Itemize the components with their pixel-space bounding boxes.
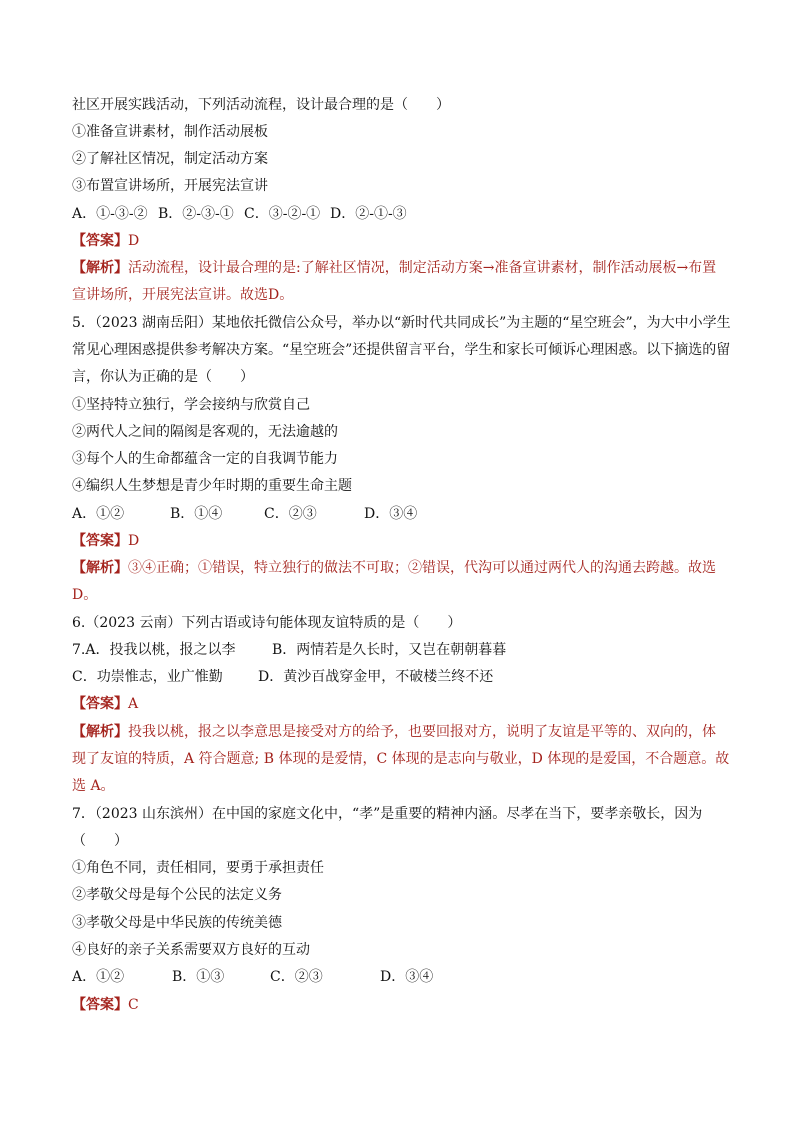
q5-analysis-line-1 bbox=[72, 559, 716, 577]
analysis-text: 投我以桃，报之以李意思是接受对方的给予，也要回报对方，说明了友谊是平等的、双向的，体 bbox=[128, 724, 716, 740]
answer-tag: 【答案】 bbox=[72, 696, 128, 712]
q5-option-a: A．①② bbox=[72, 506, 125, 522]
q4-answer bbox=[72, 232, 139, 250]
q7-stem-line-1: 7．（2023 山东滨州）在中国的家庭文化中，“孝”是重要的精神内涵。尽孝在当下，要孝亲敬长，因为 bbox=[72, 806, 703, 822]
answer-value: D bbox=[128, 533, 140, 549]
q7-option-d: D．③④ bbox=[380, 969, 434, 985]
q5-item-4: ④编织人生梦想是青少年时期的重要生命主题 bbox=[72, 478, 352, 494]
q5-option-c: C．②③ bbox=[264, 506, 317, 522]
q6-analysis-line-2: 现了友谊的特质，A 符合题意; B 体现的是爱情，C 体现的是志向与敬业，D 体现的是爱国，不合题意。故 bbox=[72, 751, 730, 767]
q4-item-1: ①准备宣讲素材，制作活动展板 bbox=[72, 124, 268, 140]
q5-stem-line-2: 常见心理困惑提供参考解决方案。“星空班会”还提供留言平台，学生和家长可倾诉心理困惑。以下摘选的留 bbox=[72, 342, 731, 358]
q7-option-c: C．②③ bbox=[270, 969, 323, 985]
q5-analysis-line-2: D。 bbox=[72, 587, 98, 603]
q6-answer bbox=[72, 695, 138, 713]
answer-value: A bbox=[128, 696, 139, 712]
q7-stem-line-2: （ ） bbox=[72, 833, 128, 849]
q5-option-b: B．①④ bbox=[170, 506, 223, 522]
q5-answer bbox=[72, 532, 139, 550]
answer-tag: 【答案】 bbox=[72, 533, 128, 549]
q7-option-a: A．①② bbox=[72, 969, 125, 985]
analysis-tag: 【解析】 bbox=[72, 560, 128, 576]
q4-item-3: ③布置宣讲场所，开展宪法宣讲 bbox=[72, 178, 268, 194]
q7-item-3: ③孝敬父母是中华民族的传统美德 bbox=[72, 915, 282, 931]
q4-option-c: C．③-②-① bbox=[244, 206, 321, 222]
answer-tag: 【答案】 bbox=[72, 997, 128, 1013]
analysis-text: 活动流程，设计最合理的是:了解社区情况，制定活动方案→准备宣讲素材，制作活动展板→布置 bbox=[128, 260, 717, 276]
q6-stem: 6.（2023 云南）下列古语或诗句能体现友谊特质的是（ ） bbox=[72, 615, 462, 631]
q7-item-1: ①角色不同，责任相同，要勇于承担责任 bbox=[72, 860, 324, 876]
q5-stem-line-1: 5．（2023 湖南岳阳）某地依托微信公众号，举办以“新时代共同成长”为主题的“星空班会”，为大中小学生 bbox=[72, 315, 731, 331]
analysis-tag: 【解析】 bbox=[72, 260, 128, 276]
q4-analysis-line-1 bbox=[72, 259, 716, 277]
answer-value: D bbox=[128, 233, 140, 249]
q4-stem: 社区开展实践活动，下列活动流程，设计最合理的是（ ） bbox=[72, 97, 450, 113]
q4-item-2: ②了解社区情况，制定活动方案 bbox=[72, 151, 268, 167]
q7-answer bbox=[72, 996, 139, 1014]
q4-option-a: A．①-③-② bbox=[72, 206, 148, 222]
q6-analysis-line-3: 选 A。 bbox=[72, 778, 115, 794]
q6-option-b: B．两情若是久长时，又岂在朝朝暮暮 bbox=[272, 642, 507, 658]
answer-value: C bbox=[128, 997, 139, 1013]
q5-item-3: ③每个人的生命都蕴含一定的自我调节能力 bbox=[72, 451, 338, 467]
q4-option-b: B．②-③-① bbox=[158, 206, 234, 222]
analysis-text: ③④正确；①错误，特立独行的做法不可取；②错误，代沟可以通过两代人的沟通去跨越。故选 bbox=[128, 560, 716, 576]
analysis-tag: 【解析】 bbox=[72, 724, 128, 740]
q4-analysis-line-2: 宣讲场所，开展宪法宣讲。故选D。 bbox=[72, 287, 294, 303]
q5-item-1: ①坚持特立独行，学会接纳与欣赏自己 bbox=[72, 397, 310, 413]
q6-option-c: C．功崇惟志，业广惟勤 bbox=[72, 669, 223, 685]
q6-option-d: D．黄沙百战穿金甲，不破楼兰终不还 bbox=[258, 669, 494, 685]
answer-tag: 【答案】 bbox=[72, 233, 128, 249]
q7-item-4: ④良好的亲子关系需要双方良好的互动 bbox=[72, 942, 310, 958]
q5-option-d: D．③④ bbox=[364, 506, 418, 522]
q5-stem-line-3: 言，你认为正确的是（ ） bbox=[72, 369, 254, 385]
q6-analysis-line-1 bbox=[72, 723, 716, 741]
q7-item-2: ②孝敬父母是每个公民的法定义务 bbox=[72, 887, 282, 903]
q6-option-a: 7.A．投我以桃，报之以李 bbox=[72, 642, 236, 658]
q7-option-b: B．①③ bbox=[172, 969, 225, 985]
q5-item-2: ②两代人之间的隔阂是客观的，无法逾越的 bbox=[72, 424, 338, 440]
q4-option-d: D．②-①-③ bbox=[330, 206, 407, 222]
